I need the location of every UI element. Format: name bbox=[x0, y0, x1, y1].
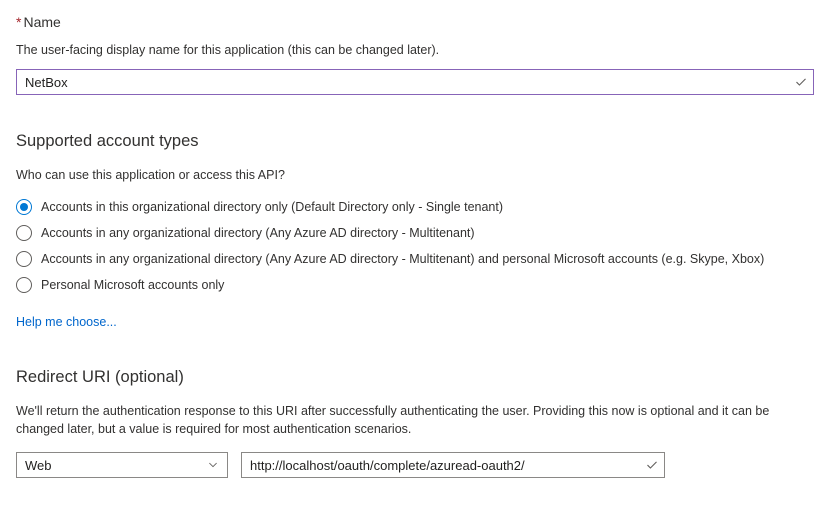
redirect-uri-row bbox=[16, 452, 813, 478]
name-field-description: The user-facing display name for this application (this can be changed later). bbox=[16, 43, 440, 57]
redirect-uri-input-wrapper[interactable] bbox=[241, 452, 665, 478]
help-me-choose-link[interactable]: Help me choose... bbox=[16, 315, 117, 329]
radio-label: Accounts in any organizational directory (Any Azure AD directory - Multitenant) bbox=[41, 226, 475, 240]
checkmark-icon bbox=[789, 75, 813, 89]
account-types-radio-group bbox=[16, 194, 813, 298]
checkmark-icon bbox=[640, 458, 664, 472]
chevron-down-icon bbox=[207, 459, 219, 471]
radio-indicator bbox=[16, 277, 32, 293]
radio-label: Accounts in any organizational directory (Any Azure AD directory - Multitenant) and personal Microsoft accounts (e.g. Skype, Xbox) bbox=[41, 252, 765, 266]
platform-select-value: Web bbox=[25, 457, 52, 473]
radio-indicator bbox=[16, 225, 32, 241]
radio-option-multitenant-and-personal[interactable] bbox=[16, 246, 813, 272]
radio-label: Personal Microsoft accounts only bbox=[41, 278, 225, 292]
radio-indicator bbox=[16, 251, 32, 267]
name-input-wrapper[interactable] bbox=[16, 69, 814, 95]
supported-account-types-question: Who can use this application or access this API? bbox=[16, 168, 285, 182]
redirect-uri-description: We'll return the authentication response to this URI after successfully authenticating the user. Providing this now is optional and it can be changed later, but a value is required for most authentication scenarios. bbox=[16, 404, 770, 436]
radio-option-single-tenant[interactable] bbox=[16, 194, 813, 220]
radio-option-multitenant[interactable] bbox=[16, 220, 813, 246]
supported-account-types-title: Supported account types bbox=[16, 132, 199, 150]
name-field-label bbox=[16, 12, 813, 32]
radio-label: Accounts in this organizational directory only (Default Directory only - Single tenant) bbox=[41, 200, 504, 214]
radio-option-personal-only[interactable] bbox=[16, 272, 813, 298]
name-label-text: Name bbox=[23, 14, 61, 30]
required-asterisk: * bbox=[16, 14, 22, 30]
radio-indicator bbox=[16, 199, 32, 215]
platform-select[interactable] bbox=[16, 452, 228, 478]
name-input[interactable] bbox=[17, 70, 789, 94]
redirect-uri-title: Redirect URI (optional) bbox=[16, 368, 184, 386]
redirect-uri-input[interactable] bbox=[242, 453, 640, 477]
